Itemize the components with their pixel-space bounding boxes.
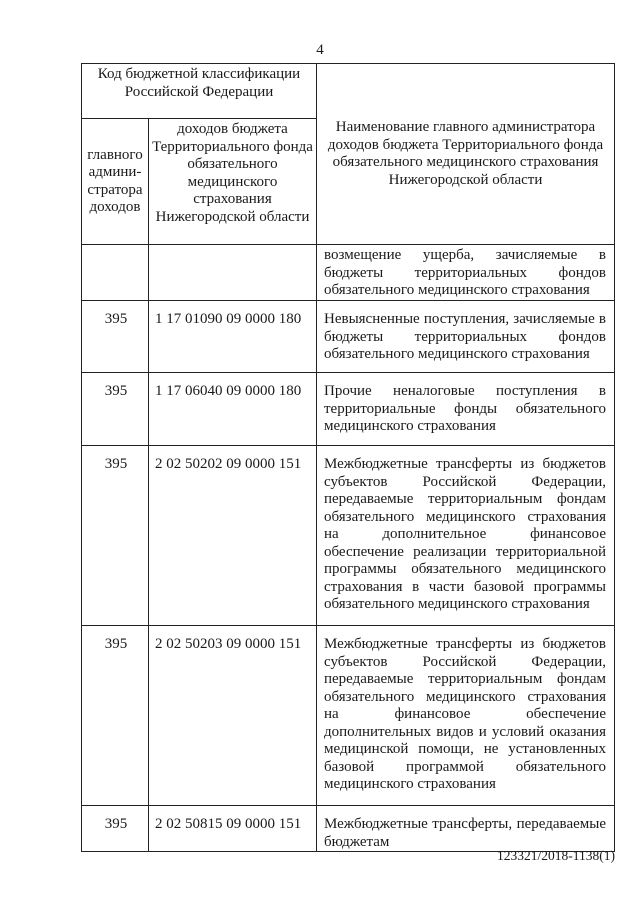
administrator-name-cell: Межбюджетные трансферты, передаваемые бюджетам [317, 806, 615, 852]
header-admin: главного админи-стратора доходов [82, 119, 149, 245]
administrator-name-cell: Прочие неналоговые поступления в территориальные фонды обязательного медицинского страхования [317, 373, 615, 446]
admin-code-cell: 395 [82, 301, 149, 373]
table-row [82, 626, 615, 806]
administrator-name-cell: Межбюджетные трансферты из бюджетов субъектов Российской Федерации, передаваемые территориальным фондам обязательного медицинского страхования на финансовое обеспечение дополнительных видов и условий оказания медицинской помощи, не установленных базовой программой обязательного медицинского страхования [317, 626, 615, 806]
budget-code-cell: 2 02 50203 09 0000 151 [149, 626, 317, 806]
administrator-name-cell: Невыясненные поступления, зачисляемые в бюджеты территориальных фондов обязательного медицинского страхования [317, 301, 615, 373]
admin-code-cell: 395 [82, 446, 149, 626]
budget-code-cell [149, 245, 317, 301]
budget-classification-table [81, 63, 615, 852]
admin-code-cell: 395 [82, 806, 149, 852]
admin-code-cell [82, 245, 149, 301]
page-number: 4 [316, 42, 324, 58]
table-row [82, 373, 615, 446]
budget-code-cell: 2 02 50202 09 0000 151 [149, 446, 317, 626]
admin-code-cell: 395 [82, 373, 149, 446]
budget-code-cell: 2 02 50815 09 0000 151 [149, 806, 317, 852]
header-row-1 [82, 64, 615, 119]
document-registration-number: 123321/2018-1138(1) [497, 848, 615, 863]
budget-code-cell: 1 17 06040 09 0000 180 [149, 373, 317, 446]
header-code-group: Код бюджетной классификации Российской Федерации [82, 64, 317, 119]
header-income: доходов бюджета Территориального фонда обязательного медицинского страхования Нижегородской области [149, 119, 317, 245]
table-row [82, 446, 615, 626]
table-row [82, 806, 615, 852]
administrator-name-cell: Межбюджетные трансферты из бюджетов субъектов Российской Федерации, передаваемые территориальным фондам обязательного медицинского страхования на дополнительное финансовое обеспечение реализации территориальной программы обязательного медицинского страхования в части базовой программы обязательного медицинского страхования [317, 446, 615, 626]
admin-code-cell: 395 [82, 626, 149, 806]
budget-code-cell: 1 17 01090 09 0000 180 [149, 301, 317, 373]
table-row [82, 245, 615, 301]
header-name: Наименование главного администратора доходов бюджета Территориального фонда обязательного медицинского страхования Нижегородской области [317, 64, 615, 245]
administrator-name-cell: возмещение ущерба, зачисляемые в бюджеты территориальных фондов обязательного медицинского страхования [317, 245, 615, 301]
table-row [82, 301, 615, 373]
